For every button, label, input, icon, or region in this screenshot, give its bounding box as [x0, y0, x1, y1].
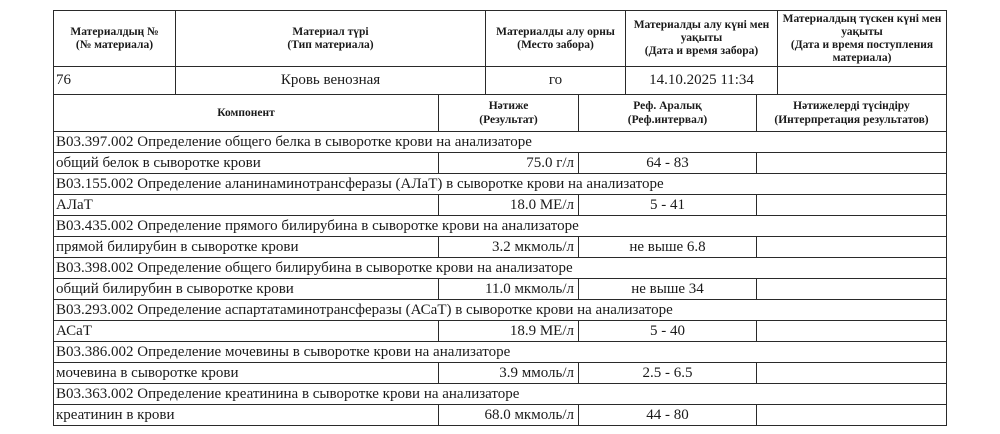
component-name: АЛаТ — [54, 194, 439, 215]
header-kz: Нәтиже — [488, 99, 529, 112]
header-kz: Материалдың түскен күні мен уақыты — [782, 12, 942, 38]
header-ru: (Интерпретация результатов) — [774, 113, 929, 126]
test-result-row — [54, 320, 947, 341]
collection-datetime: 14.10.2025 11:34 — [626, 67, 778, 95]
component-name: общий белок в сыворотке крови — [54, 152, 439, 173]
test-section-row — [54, 299, 947, 320]
lab-report-sheet — [53, 10, 946, 426]
results-header-row — [54, 94, 947, 131]
interpretation — [757, 236, 947, 257]
interpretation — [757, 194, 947, 215]
result-value: 3.2 мкмоль/л — [439, 236, 579, 257]
received-datetime — [778, 67, 947, 95]
result-value: 75.0 г/л — [439, 152, 579, 173]
material-type: Кровь венозная — [176, 67, 486, 95]
component-name: общий билирубин в сыворотке крови — [54, 278, 439, 299]
collection-place: го — [486, 67, 626, 95]
reference-interval: не выше 6.8 — [579, 236, 757, 257]
results-table — [53, 94, 947, 426]
header-ru: (Результат) — [479, 113, 538, 126]
header-ru: (Тип материала) — [287, 38, 374, 51]
reference-interval: 5 - 41 — [579, 194, 757, 215]
header-ru: (Дата и время поступления материала) — [790, 38, 934, 64]
test-result-row — [54, 278, 947, 299]
test-section-title: B03.397.002 Определение общего белка в сыворотке крови на анализаторе — [54, 131, 947, 152]
test-section-row — [54, 257, 947, 278]
material-number: 76 — [54, 67, 176, 95]
test-section-row — [54, 341, 947, 362]
result-value: 18.0 МЕ/л — [439, 194, 579, 215]
test-section-row — [54, 131, 947, 152]
material-header-row — [54, 11, 947, 67]
header-kz: Нәтижелерді түсіндіру — [793, 99, 910, 112]
result-value: 3.9 ммоль/л — [439, 362, 579, 383]
material-data-row — [54, 67, 947, 95]
header-material-number — [54, 11, 176, 67]
header-ru: (Реф.интервал) — [627, 113, 708, 126]
test-result-row — [54, 236, 947, 257]
header-collection-place — [486, 11, 626, 67]
test-result-row — [54, 362, 947, 383]
header-kz: Компонент — [217, 106, 275, 119]
header-material-type — [176, 11, 486, 67]
component-name: креатинин в крови — [54, 404, 439, 425]
header-kz: Материал түрі — [292, 25, 369, 38]
test-section-title: B03.386.002 Определение мочевины в сыворотке крови на анализаторе — [54, 341, 947, 362]
interpretation — [757, 362, 947, 383]
test-section-title: B03.155.002 Определение аланинаминотрансферазы (АЛаТ) в сыворотке крови на анализаторе — [54, 173, 947, 194]
test-section-title: B03.398.002 Определение общего билирубина в сыворотке крови на анализаторе — [54, 257, 947, 278]
header-ru: (Место забора) — [517, 38, 594, 51]
interpretation — [757, 320, 947, 341]
header-ref-interval — [579, 94, 757, 131]
header-received-datetime — [778, 11, 947, 67]
component-name: прямой билирубин в сыворотке крови — [54, 236, 439, 257]
header-ru: (№ материала) — [75, 38, 154, 51]
test-section-row — [54, 173, 947, 194]
interpretation — [757, 278, 947, 299]
reference-interval: 44 - 80 — [579, 404, 757, 425]
reference-interval: 64 - 83 — [579, 152, 757, 173]
result-value: 68.0 мкмоль/л — [439, 404, 579, 425]
header-ru: (Дата и время забора) — [644, 45, 759, 57]
test-result-row — [54, 194, 947, 215]
header-kz: Материалды алу орны — [496, 25, 615, 38]
reference-interval: не выше 34 — [579, 278, 757, 299]
header-kz: Материалды алу күні мен уақыты — [633, 19, 770, 44]
test-section-title: B03.435.002 Определение прямого билирубина в сыворотке крови на анализаторе — [54, 215, 947, 236]
component-name: АСаТ — [54, 320, 439, 341]
header-kz: Материалдың № — [70, 25, 159, 38]
test-section-row — [54, 215, 947, 236]
header-collection-datetime — [626, 11, 778, 67]
test-section-title: B03.363.002 Определение креатинина в сыворотке крови на анализаторе — [54, 383, 947, 404]
header-component — [54, 94, 439, 131]
header-kz: Реф. Аралық — [633, 99, 702, 112]
reference-interval: 5 - 40 — [579, 320, 757, 341]
test-section-title: B03.293.002 Определение аспартатаминотрансферазы (АСаТ) в сыворотке крови на анализаторе — [54, 299, 947, 320]
reference-interval: 2.5 - 6.5 — [579, 362, 757, 383]
result-value: 11.0 мкмоль/л — [439, 278, 579, 299]
material-info-table — [53, 10, 947, 95]
test-result-row — [54, 152, 947, 173]
result-value: 18.9 МЕ/л — [439, 320, 579, 341]
interpretation — [757, 404, 947, 425]
interpretation — [757, 152, 947, 173]
test-result-row — [54, 404, 947, 425]
component-name: мочевина в сыворотке крови — [54, 362, 439, 383]
header-interpretation — [757, 94, 947, 131]
test-section-row — [54, 383, 947, 404]
header-result — [439, 94, 579, 131]
